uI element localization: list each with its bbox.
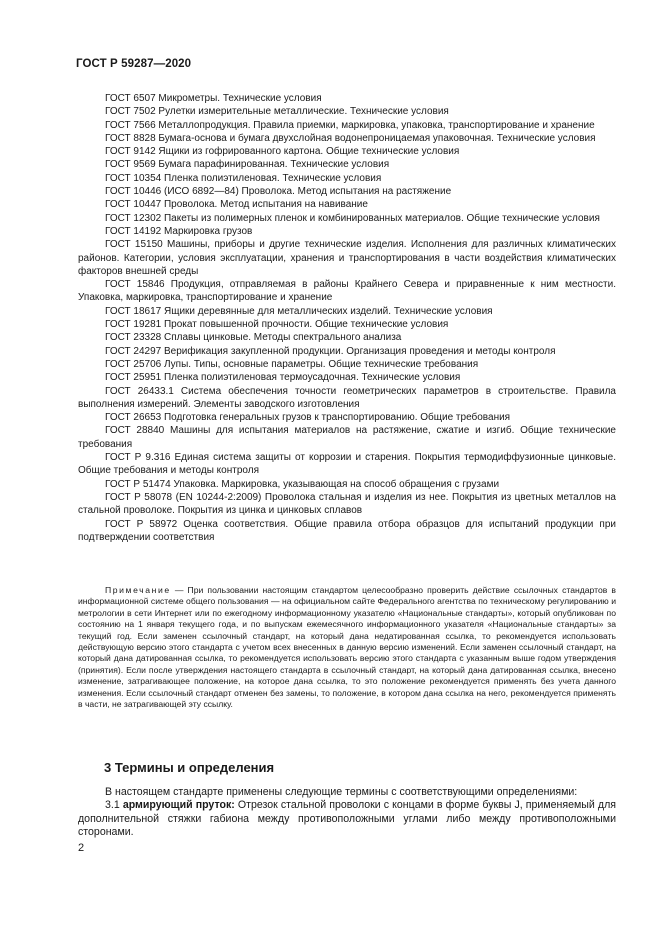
term-number: 3.1 xyxy=(105,799,123,812)
section-title: 3 Термины и определения xyxy=(104,760,275,775)
reference-item: ГОСТ 26653 Подготовка генеральных грузов к транспортированию. Общие требования xyxy=(105,412,511,424)
reference-item: ГОСТ 8828 Бумага-основа и бумага двухслойная водонепроницаемая упаковочная. Технические условия xyxy=(105,132,596,144)
reference-item: ГОСТ 14192 Маркировка грузов xyxy=(105,225,253,237)
reference-item: ГОСТ 18617 Ящики деревянные для металлических изделий. Технические условия xyxy=(105,305,493,317)
note-paragraph xyxy=(78,585,616,710)
reference-item: ГОСТ 10354 Пленка полиэтиленовая. Технические условия xyxy=(105,172,382,184)
term-definition: Отрезок стальной проволоки с концами в форме буквы J, применяемый для дополнительной стяжки габиона между противоположными углами либо между противоположными сторонами. xyxy=(78,799,616,838)
references-note xyxy=(78,585,616,710)
page-number: 2 xyxy=(78,842,85,854)
document-header-code: ГОСТ Р 59287—2020 xyxy=(76,58,192,70)
reference-item: ГОСТ 28840 Машины для испытания материалов на растяжение, сжатие и изгиб. Общие технические требования xyxy=(78,425,616,450)
terms-section xyxy=(78,786,616,839)
term-name: армирующий пруток: xyxy=(122,799,235,812)
reference-item: ГОСТ 12302 Пакеты из полимерных пленок и комбинированных материалов. Общие технические условия xyxy=(105,212,600,224)
note-label: Примечание xyxy=(105,585,171,595)
reference-item: ГОСТ 19281 Прокат повышенной прочности. Общие технические условия xyxy=(105,319,449,331)
term-definition-paragraph xyxy=(78,799,616,839)
reference-item: ГОСТ 15846 Продукция, отправляемая в районы Крайнего Севера и приравненные к ним местности. Упаковка, маркировка, транспортирование и хранение xyxy=(78,279,616,304)
reference-item: ГОСТ 9569 Бумага парафинированная. Технические условия xyxy=(105,159,390,171)
normative-references-list xyxy=(78,92,616,544)
reference-item: ГОСТ 10447 Проволока. Метод испытания на навивание xyxy=(105,199,368,211)
reference-item: ГОСТ 7502 Рулетки измерительные металлические. Технические условия xyxy=(105,106,449,118)
reference-item: ГОСТ 7566 Металлопродукция. Правила приемки, маркировка, упаковка, транспортирование и хранение xyxy=(105,119,595,131)
reference-item: ГОСТ 10446 (ИСО 6892—84) Проволока. Метод испытания на растяжение xyxy=(105,186,452,198)
reference-item: ГОСТ Р 51474 Упаковка. Маркировка, указывающая на способ обращения с грузами xyxy=(105,478,500,490)
reference-item: ГОСТ 25951 Пленка полиэтиленовая термоусадочная. Технические условия xyxy=(105,372,461,384)
reference-item: ГОСТ 23328 Сплавы цинковые. Методы спектрального анализа xyxy=(105,332,402,344)
reference-item: ГОСТ Р 58972 Оценка соответствия. Общие правила отбора образцов для испытаний продукции при подтверждении соответствия xyxy=(78,518,616,543)
reference-item: ГОСТ 26433.1 Система обеспечения точности геометрических параметров в строительстве. Правила выполнения измерений. Элементы заводского изготовления xyxy=(78,385,616,410)
note-text: — При пользовании настоящим стандартом целесообразно проверить действие ссылочных стандартов в информационной системе общего пользования — на официальном сайте Федерального агентства по техническому регулированию и метрологии в сети Интернет или по ежегодному информационному указателю «Национальные стандарты», который опубликован по состоянию на 1 января текущего года, и по выпускам ежемесячного информационного указателя «Национальные стандарты» за текущий год. Если заменен ссылочный стандарт, на который дана недатированная ссылка, то рекомендуется использовать действующую версию этого стандарта с учетом всех внесенных в данную версию изменений. Если заменен ссылочный стандарт, на который дана датированная ссылка, то рекомендуется использовать версию этого стандарта с указанным выше годом утверждения (принятия). Если после утверждения настоящего стандарта в ссылочный стандарт, на который дана датированная ссылка, внесено изменение, затрагивающее положение, на которое дана ссылка, то это положение рекомендуется применять без учета данного изменения. Если ссылочный стандарт отменен без замены, то положение, в котором дана ссылка на него, рекомендуется применять в части, не затрагивающей эту ссылку. xyxy=(78,585,616,710)
reference-item: ГОСТ 15150 Машины, приборы и другие технические изделия. Исполнения для различных климатических районов. Категории, условия эксплуатации, хранения и транспортирования в части воздействия климатических факторов внешней среды xyxy=(78,239,616,277)
reference-item: ГОСТ 6507 Микрометры. Технические условия xyxy=(105,93,322,104)
reference-item: ГОСТ 24297 Верификация закупленной продукции. Организация проведения и методы контроля xyxy=(105,345,556,357)
reference-item: ГОСТ 9142 Ящики из гофрированного картона. Общие технические условия xyxy=(105,146,460,158)
reference-item: ГОСТ Р 9.316 Единая система защиты от коррозии и старения. Покрытия термодиффузионные цинковые. Общие требования и методы контроля xyxy=(78,452,616,477)
reference-item: ГОСТ 25706 Лупы. Типы, основные параметры. Общие технические требования xyxy=(105,358,479,370)
section-intro: В настоящем стандарте применены следующие термины с соответствующими определениями: xyxy=(105,786,578,798)
reference-item: ГОСТ Р 58078 (EN 10244-2:2009) Проволока стальная и изделия из нее. Покрытия из цветных металлов на стальной проволоке. Покрытия из цинка и цинковых сплавов xyxy=(78,491,616,517)
